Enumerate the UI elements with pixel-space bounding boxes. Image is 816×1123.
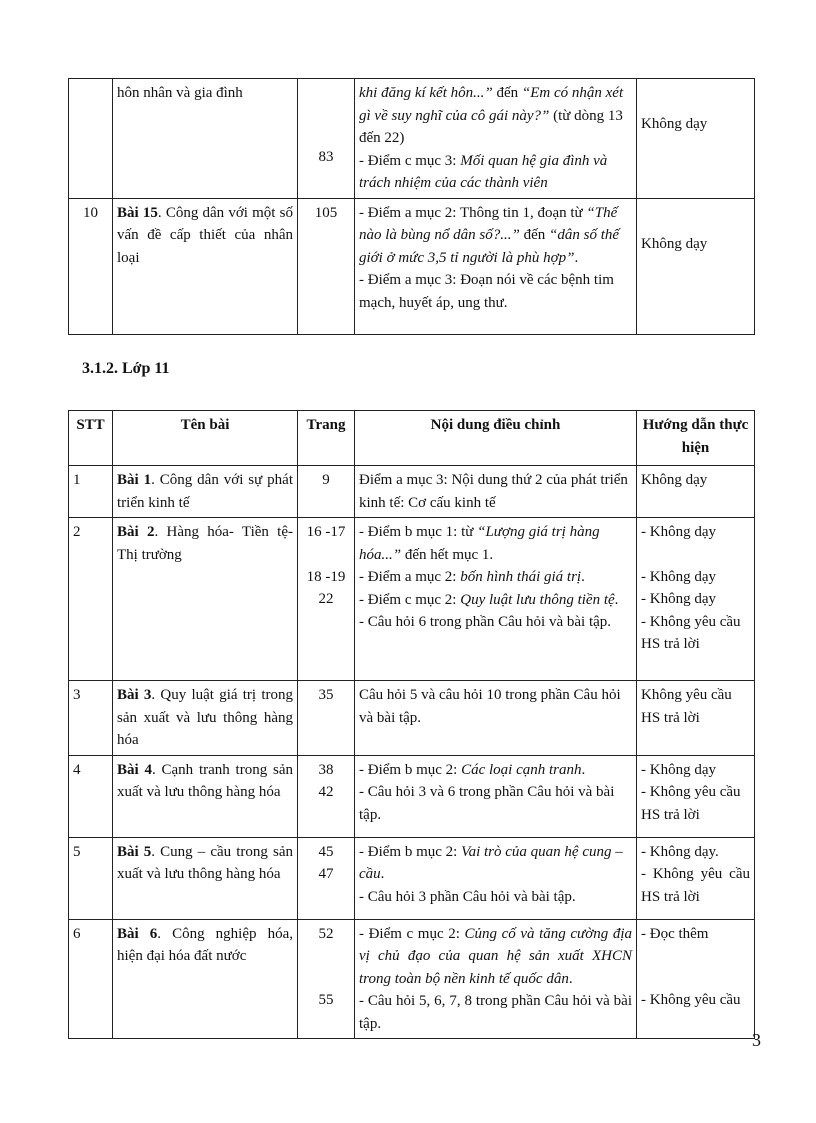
lesson-number: Bài 1 xyxy=(117,472,152,488)
stt-cell xyxy=(69,681,113,756)
header-content: Nội dung điều chỉnh xyxy=(355,411,637,466)
stt-cell xyxy=(69,837,113,919)
page-number-ref: 42 xyxy=(318,784,334,800)
stt-cell xyxy=(69,755,113,837)
content-italic: Củng cố và tăng cường địa vị chủ đạo của quan hệ sản xuất XHCN trong toàn bộ nền kinh tế quốc dân xyxy=(359,925,632,987)
table-row xyxy=(69,198,755,334)
content-cell xyxy=(355,79,637,199)
content-text: - Câu hỏi 3 và 6 trong phần Câu hỏi và bài tập. xyxy=(359,784,615,823)
lesson-name-cell xyxy=(113,466,298,518)
page-number-ref: 52 xyxy=(318,925,334,942)
content-text: . xyxy=(568,970,573,987)
content-cell xyxy=(355,755,637,837)
content-text: - Điểm c mục 3: xyxy=(359,152,461,169)
guide-text: - Không yêu cầu HS trả lời xyxy=(641,613,741,652)
page-number-ref: 9 xyxy=(322,472,330,488)
guide-cell xyxy=(637,919,755,1039)
content-cell xyxy=(355,518,637,681)
page-cell xyxy=(298,198,355,334)
lesson-name-cell xyxy=(113,755,298,837)
page-number-ref: 47 xyxy=(318,866,334,882)
lesson-title: . Cạnh tranh trong sản xuất và lưu thông hàng hóa xyxy=(117,761,293,800)
stt-value: 2 xyxy=(73,524,81,540)
content-text: đến xyxy=(519,227,550,243)
guide-cell xyxy=(637,518,755,681)
stt-cell xyxy=(69,518,113,681)
stt-value: 1 xyxy=(73,472,81,488)
page-number-ref: 22 xyxy=(318,591,334,607)
page-cell xyxy=(298,79,355,199)
header-lesson-name: Tên bài xyxy=(113,411,298,466)
content-text: - Câu hỏi 3 phần Câu hỏi và bài tập. xyxy=(359,888,576,905)
page-cell xyxy=(298,518,355,681)
lesson-name-cell xyxy=(113,79,298,199)
content-text: . xyxy=(380,866,385,882)
lesson-title: . Cung – cầu trong sản xuất và lưu thông hàng hóa xyxy=(117,843,293,882)
lesson-number: Bài 5 xyxy=(117,843,152,860)
guide-cell xyxy=(637,755,755,837)
page-number-ref: 83 xyxy=(318,148,334,165)
stt-value: 5 xyxy=(73,843,81,860)
content-text: đến xyxy=(492,85,522,101)
lesson-title: . Công nghiệp hóa, hiện đại hóa đất nước xyxy=(117,925,293,964)
header-page: Trang xyxy=(298,411,355,466)
lesson-name-cell xyxy=(113,198,298,334)
content-cell xyxy=(355,919,637,1039)
guide-text: - Không dạy. xyxy=(641,843,719,860)
content-cell xyxy=(355,198,637,334)
guide-text: - Không dạy xyxy=(641,761,716,778)
table-header-row xyxy=(69,411,755,466)
lesson-number: Bài 4 xyxy=(117,761,152,778)
guide-text: - Không dạy xyxy=(641,524,716,540)
lesson-name: hôn nhân và gia đình xyxy=(117,85,243,101)
content-text: đến hết mục 1. xyxy=(401,546,494,563)
table-row xyxy=(69,518,755,681)
page-cell xyxy=(298,755,355,837)
lesson-number: Bài 3 xyxy=(117,687,152,703)
content-italic: “Thế nào là bùng nổ dân số?...” xyxy=(359,204,618,243)
guide-text: - Không yêu cầu HS trả lời xyxy=(641,784,741,823)
page-cell xyxy=(298,919,355,1039)
content-italic: khi đăng kí kết hôn...” xyxy=(359,85,493,101)
content-text: - Điểm c mục 2: xyxy=(359,591,461,608)
page-number-ref: 16 -17 xyxy=(306,524,346,540)
lesson-title: . Quy luật giá trị trong sản xuất và lưu thông hàng hóa xyxy=(117,687,293,748)
table-row xyxy=(69,466,755,518)
content-text: . xyxy=(574,249,579,266)
spacer xyxy=(302,967,350,989)
content-text: (từ dòng 13 đến 22) xyxy=(359,107,623,146)
page-number: 3 xyxy=(752,1030,761,1050)
lesson-name-cell xyxy=(113,919,298,1039)
table-row xyxy=(69,837,755,919)
content-text: - Điểm b mục 1: từ xyxy=(359,524,478,540)
page-number-ref: 35 xyxy=(318,687,334,703)
content-text: Câu hỏi 5 và câu hỏi 10 trong phần Câu hỏi và bài tập. xyxy=(359,687,621,726)
guide-text: - Không yêu cầu xyxy=(641,992,741,1008)
content-text: - Điểm c mục 2: xyxy=(359,925,465,942)
guide-text: - Đọc thêm xyxy=(641,925,709,942)
content-text: . xyxy=(581,761,586,778)
stt-value: 3 xyxy=(73,687,81,703)
lesson-title: . Hàng hóa- Tiền tệ- Thị trường xyxy=(117,524,293,563)
spacer xyxy=(302,544,350,566)
content-text: - Điểm b mục 2: xyxy=(359,761,462,778)
content-text: - Câu hỏi 5, 6, 7, 8 trong phần Câu hỏi và bài tập. xyxy=(359,993,632,1032)
guide-cell xyxy=(637,198,755,334)
lesson-name-cell xyxy=(113,518,298,681)
guide-text: Không dạy xyxy=(641,116,708,132)
lesson-number: Bài 6 xyxy=(117,925,158,942)
table-row xyxy=(69,755,755,837)
guide-text: Không dạy xyxy=(641,472,708,488)
content-text: - Điểm a mục 2: xyxy=(359,569,461,585)
adjustment-table xyxy=(68,410,755,1039)
page-number-ref: 45 xyxy=(318,843,334,860)
header-stt: STT xyxy=(69,411,113,466)
stt-cell xyxy=(69,79,113,199)
guide-cell xyxy=(637,681,755,756)
page-number-ref: 55 xyxy=(318,992,334,1008)
page-number-ref: 105 xyxy=(314,204,338,221)
stt-value: 10 xyxy=(83,204,98,221)
page-number-ref: 18 -19 xyxy=(306,568,346,585)
content-italic: Vai trò của quan hệ cung – cầu xyxy=(359,843,623,882)
guide-cell xyxy=(637,837,755,919)
table-row xyxy=(69,919,755,1039)
page-cell xyxy=(298,681,355,756)
table-row xyxy=(69,79,755,199)
content-text: - Điểm a mục 3: Đoạn nói về các bệnh tim mạch, huyết áp, ung thư. xyxy=(359,272,614,311)
content-italic: Quy luật lưu thông tiền tệ xyxy=(460,591,615,608)
content-italic: “Lượng giá trị hàng hóa...” xyxy=(359,524,600,563)
content-cell xyxy=(355,837,637,919)
content-cell xyxy=(355,466,637,518)
spacer xyxy=(302,945,350,967)
continued-table xyxy=(68,78,755,335)
lesson-number: Bài 15 xyxy=(117,204,158,221)
stt-value: 4 xyxy=(73,761,81,778)
content-text: . xyxy=(581,569,585,585)
guide-text: Không dạy xyxy=(641,235,708,252)
spacer xyxy=(641,544,750,566)
guide-cell xyxy=(637,466,755,518)
guide-text: - Không dạy xyxy=(641,591,716,607)
content-italic: “Em có nhận xét gì về suy nghĩ của cô gái này?” xyxy=(359,85,624,124)
lesson-title: . Công dân với sự phát triển kinh tế xyxy=(117,472,293,511)
lesson-name-cell xyxy=(113,837,298,919)
content-italic: Các loại cạnh tranh xyxy=(461,761,582,778)
lesson-number: Bài 2 xyxy=(117,524,155,540)
table-row xyxy=(69,681,755,756)
stt-cell xyxy=(69,198,113,334)
content-text: - Điểm b mục 2: xyxy=(359,843,462,860)
content-italic: Mối quan hệ gia đình và trách nhiệm của các thành viên xyxy=(359,152,608,191)
stt-cell xyxy=(69,919,113,1039)
stt-value: 6 xyxy=(73,925,81,942)
content-text: - Câu hỏi 6 trong phần Câu hỏi và bài tập. xyxy=(359,614,612,630)
page-cell xyxy=(298,837,355,919)
stt-cell xyxy=(69,466,113,518)
lesson-name-cell xyxy=(113,681,298,756)
page-cell xyxy=(298,466,355,518)
guide-cell xyxy=(637,79,755,199)
spacer xyxy=(641,945,750,967)
content-italic: “dân số thế giới ở mức 3,5 tỉ người là phù hợp” xyxy=(359,227,620,266)
guide-text: Không yêu cầu HS trả lời xyxy=(641,687,732,726)
content-cell xyxy=(355,681,637,756)
guide-text: - Không dạy xyxy=(641,568,716,585)
content-text: - Điểm a mục 2: Thông tin 1, đoạn từ xyxy=(359,204,587,221)
guide-text: - Không yêu cầu HS trả lời xyxy=(641,866,750,905)
content-text: . xyxy=(614,591,619,608)
content-italic: bốn hình thái giá trị xyxy=(460,569,582,585)
content-text: Điểm a mục 3: Nội dung thứ 2 của phát triển kinh tế: Cơ cấu kinh tế xyxy=(359,472,628,511)
section-title: 3.1.2. Lớp 11 xyxy=(82,360,170,377)
spacer xyxy=(641,967,750,989)
header-guide: Hướng dẫn thực hiện xyxy=(637,411,755,466)
page-number-ref: 38 xyxy=(318,761,334,778)
lesson-title: . Công dân với một số vấn đề cấp thiết của nhân loại xyxy=(117,204,293,266)
